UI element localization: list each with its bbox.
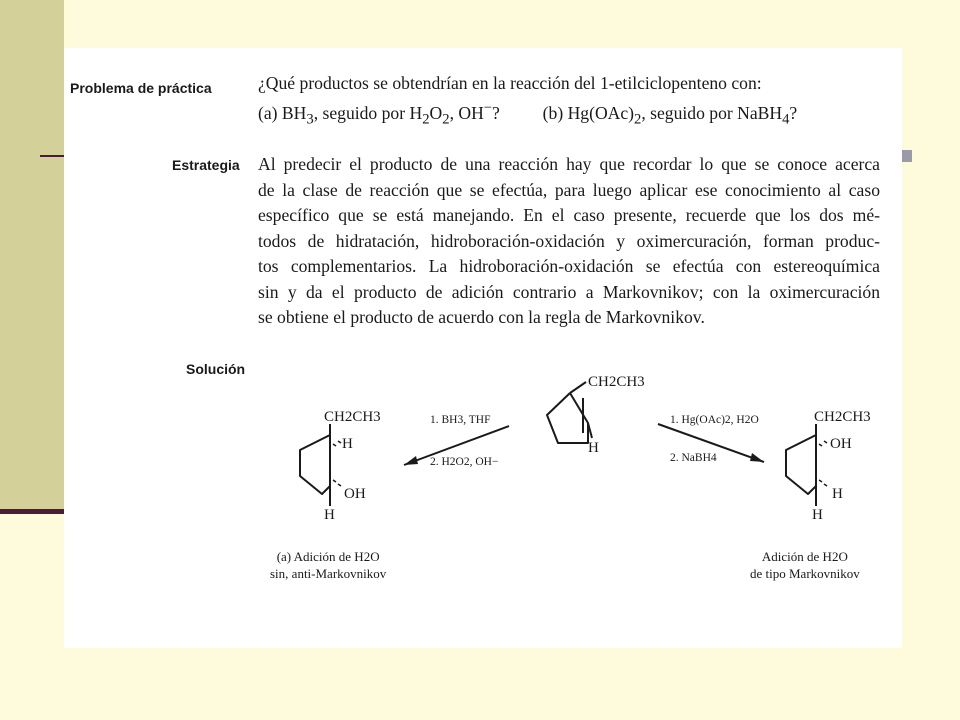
strategy-line: específico que se está manejando. En el caso presente, recuerde que los dos mé- xyxy=(258,205,880,225)
accent-square xyxy=(902,150,912,162)
right-top-substituent: OH xyxy=(830,436,852,452)
right-bottom-substituent: H xyxy=(832,486,843,502)
strategy-line: sin y da el producto de adición contrario a Markovnikov; con la oximercuración xyxy=(258,281,880,302)
strategy-line: Al predecir el producto de una reacción hay que recordar lo que se conoce acerca xyxy=(258,154,880,174)
left-condition-step2: 2. H2O2, OH− xyxy=(430,456,499,468)
strategy-line: de la clase de reacción que se efectúa, para luego aplicar ese conocimiento al caso xyxy=(258,179,880,200)
right-caption: Adición de H2O de tipo Markovnikov xyxy=(750,549,860,581)
right-condition-step1: 1. Hg(OAc)2, H2O xyxy=(670,414,759,426)
left-h-label: H xyxy=(324,507,335,523)
left-bottom-substituent: OH xyxy=(344,486,366,502)
title-accent-line xyxy=(40,155,64,157)
question-line: ¿Qué productos se obtendrían en la reacción del 1-etilciclopenteno con: xyxy=(258,73,762,93)
textbook-image xyxy=(64,48,902,648)
reactant-ring xyxy=(547,393,588,443)
left-ring xyxy=(300,435,330,494)
sidebar-accent-line xyxy=(0,509,64,514)
label-strategy: Estrategia xyxy=(172,157,240,173)
question-part-b: (b) $Hg(OAc)_2$, seguido por NaBH$_4$? xyxy=(542,102,798,128)
right-ring xyxy=(786,435,816,494)
reactant-h-label: H xyxy=(588,440,599,456)
label-solution: Solución xyxy=(186,361,246,377)
left-caption: (a) Adición de H2O sin, anti-Markovnikov xyxy=(270,549,387,581)
reactant-ethyl-bond xyxy=(570,382,586,393)
right-condition-step2: 2. NaBH4 xyxy=(670,452,717,464)
question-part-a: (a) $BH_3$, seguido por $H_2O_2$, OH−? xyxy=(258,100,500,128)
strategy-line: se obtiene el producto de acuerdo con la regla de Markovnikov. xyxy=(258,307,705,327)
left-ethyl-label: CH2CH3 xyxy=(324,409,381,425)
left-top-substituent: H xyxy=(342,436,353,452)
strategy-line: todos de hidratación, hidroboración-oxidación y oximercuración, forman produc- xyxy=(258,230,880,251)
left-condition-step1: 1. BH3, THF xyxy=(430,414,491,426)
strategy-line: tos complementarios. La hidroboración-oxidación se efectúa con estereoquímica xyxy=(258,256,880,276)
reactant-ethyl-label: CH2CH3 xyxy=(588,374,645,390)
right-h-label: H xyxy=(812,507,823,523)
right-ethyl-label: CH2CH3 xyxy=(814,409,871,425)
sidebar-decoration xyxy=(0,0,64,512)
label-problem: Problema de práctica xyxy=(70,80,212,96)
